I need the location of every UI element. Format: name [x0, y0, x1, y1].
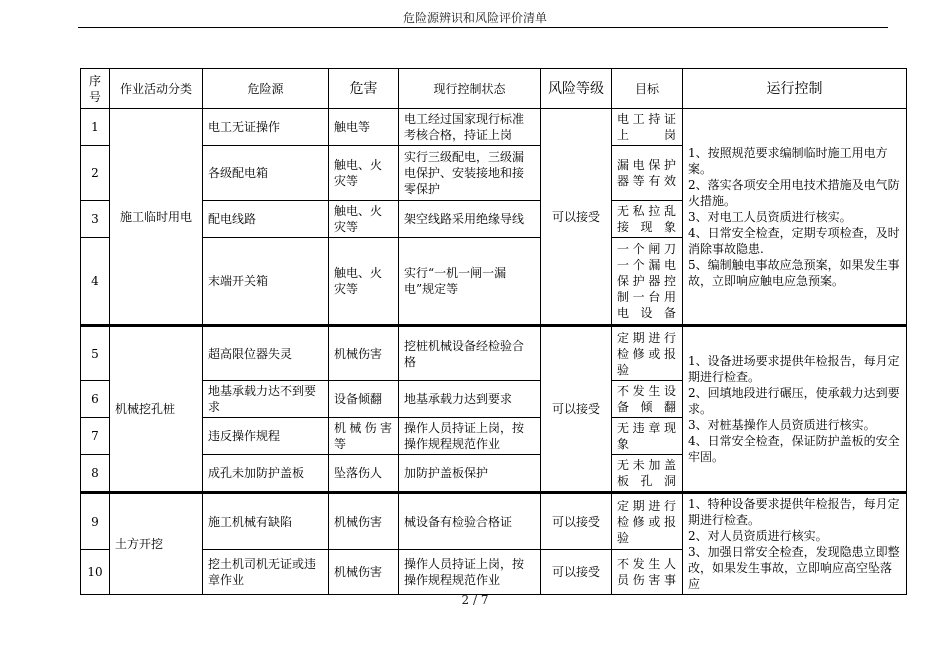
harm-cell: 机械伤害 [329, 550, 399, 595]
risk-cell: 可以接受 [541, 326, 612, 493]
activity-cell: 机械挖孔桩 [110, 326, 203, 493]
row-no: 2 [81, 146, 110, 201]
hazard-cell: 电工无证操作 [203, 109, 329, 146]
header-rule [78, 27, 888, 28]
target-cell: 定期进行检修或报验 [612, 326, 683, 381]
hazard-cell: 施工机械有缺陷 [203, 493, 329, 550]
row-no: 10 [81, 550, 110, 595]
status-cell: 架空线路采用绝缘导线 [399, 201, 541, 238]
page-number: 2 / 7 [461, 593, 489, 607]
target-cell: 无未加盖板孔洞 [612, 455, 683, 493]
row-no: 1 [81, 109, 110, 146]
table-row [81, 109, 907, 146]
col-header-activity: 作业活动分类 [110, 69, 203, 109]
hazard-cell: 成孔未加防护盖板 [203, 455, 329, 493]
row-no: 5 [81, 326, 110, 381]
target-cell: 电工持证上岗 [612, 109, 683, 146]
row-no: 7 [81, 418, 110, 455]
target-cell: 无违章现象 [612, 418, 683, 455]
harm-cell: 机械伤害 [329, 326, 399, 381]
document-header-title: 危险源辨识和风险评价清单 [402, 11, 547, 25]
harm-cell: 触电、火灾等 [329, 238, 399, 326]
hazard-table [80, 68, 907, 595]
target-cell: 定期进行检修或报验 [612, 493, 683, 550]
table-header-row [81, 69, 907, 109]
target-cell: 不发生人员伤害事 [612, 550, 683, 595]
hazard-cell: 挖土机司机无证或违章作业 [203, 550, 329, 595]
target-cell: 不发生设备倾翻 [612, 381, 683, 418]
hazard-cell: 超高限位器失灵 [203, 326, 329, 381]
table-row [81, 493, 907, 550]
status-cell: 操作人员持证上岗，按操作规程规范作业 [399, 550, 541, 595]
col-header-target: 目标 [612, 69, 683, 109]
row-no: 9 [81, 493, 110, 550]
harm-cell: 设备倾翻 [329, 381, 399, 418]
col-header-risk: 风险等级 [541, 69, 612, 109]
risk-cell: 可以接受 [541, 493, 612, 550]
harm-cell: 触电、火灾等 [329, 146, 399, 201]
hazard-cell: 地基承载力达不到要求 [203, 381, 329, 418]
harm-cell: 机械伤害等 [329, 418, 399, 455]
control-cell: 1、特种设备要求提供年检报告，每月定期进行检查。 2、对人员资质进行核实。 3、加强日常安全检查，发现隐患立即整改，如果发生事故，立即响应高空坠落应 [683, 493, 907, 595]
harm-cell: 触电等 [329, 109, 399, 146]
status-cell: 电工经过国家现行标准考核合格，持证上岗 [399, 109, 541, 146]
target-cell: 漏电保护器等有效 [612, 146, 683, 201]
risk-cell: 可以接受 [541, 109, 612, 326]
status-cell: 挖桩机械设备经检验合格 [399, 326, 541, 381]
harm-cell: 机械伤害 [329, 493, 399, 550]
row-no: 3 [81, 201, 110, 238]
status-cell: 加防护盖板保护 [399, 455, 541, 493]
hazard-cell: 配电线路 [203, 201, 329, 238]
target-cell: 无私拉乱接现象 [612, 201, 683, 238]
col-header-status: 现行控制状态 [399, 69, 541, 109]
status-cell: 操作人员持证上岗，按操作规程规范作业 [399, 418, 541, 455]
activity-cell: 土方开挖 [110, 493, 203, 595]
status-cell: 械设备有检验合格证 [399, 493, 541, 550]
hazard-cell: 各级配电箱 [203, 146, 329, 201]
hazard-cell: 末端开关箱 [203, 238, 329, 326]
status-cell: 地基承载力达到要求 [399, 381, 541, 418]
hazard-cell: 违反操作规程 [203, 418, 329, 455]
col-header-hazard: 危险源 [203, 69, 329, 109]
col-header-no: 序号 [81, 69, 110, 109]
control-cell: 1、按照规范要求编制临时施工用电方案。 2、落实各项安全用电技术措施及电气防火措施。 3、对电工人员资质进行核实。 4、日常安全检查，定期专项检查，及时消除事故隐患. 5、编制触电事故应急预案，如果发生事故，立即响应触电应急预案。 [683, 109, 907, 326]
status-cell: 实行三级配电，三级漏电保护、安装接地和接零保护 [399, 146, 541, 201]
target-cell: 一个闸刀一个漏电保护器控制一台用电设备 [612, 238, 683, 326]
row-no: 4 [81, 238, 110, 326]
control-cell: 1、设备进场要求提供年检报告，每月定期进行检查。 2、回填地段进行碾压，使承载力达到要求。 3、对桩基操作人员资质进行核实。 4、日常安全检查，保证防护盖板的安全牢固。 [683, 326, 907, 493]
status-cell: 实行“一机一闸一漏电”规定等 [399, 238, 541, 326]
risk-cell: 可以接受 [541, 550, 612, 595]
table-row [81, 326, 907, 381]
harm-cell: 触电、火灾等 [329, 201, 399, 238]
harm-cell: 坠落伤人 [329, 455, 399, 493]
col-header-harm: 危害 [329, 69, 399, 109]
row-no: 8 [81, 455, 110, 493]
activity-cell: 施工临时用电 [110, 109, 203, 326]
row-no: 6 [81, 381, 110, 418]
col-header-control: 运行控制 [683, 69, 907, 109]
